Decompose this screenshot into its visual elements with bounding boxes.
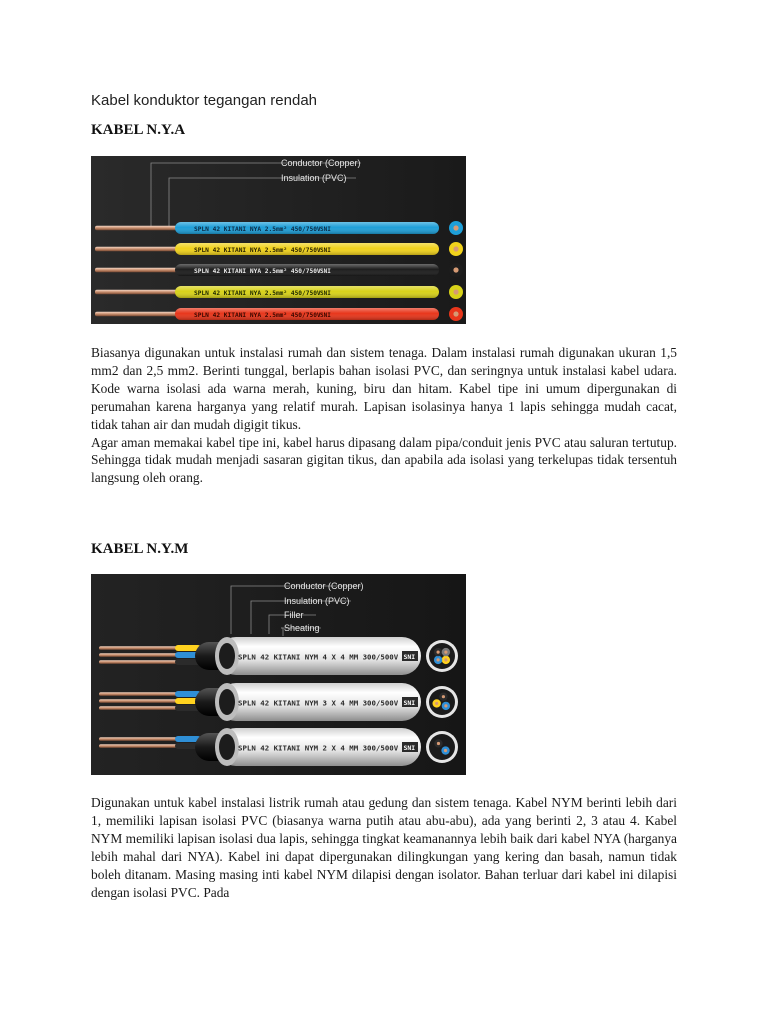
nya-cable-print: SPLN 42 KITANI NYA 2.5mm² 450/750V [194,311,321,319]
nya-cross-section-core [453,246,458,251]
copper-conductor [99,692,177,696]
nym-cross-section-filler [429,643,455,669]
sni-badge: SNI [403,744,416,752]
sni-badge: SNI [403,699,416,707]
sni-badge: SNI [320,267,331,275]
sni-badge: SNI [320,311,331,319]
copper-conductor [99,737,177,741]
nya-paragraph-2: Agar aman memakai kabel tipe ini, kabel harus dipasang dalam pipa/conduit jenis PVC atau saluran tertutup. Sehingga tidak mudah menjadi sasaran gigitan tikus, dan apabila ada isolasi yang terkelupas tidak tersentuh langsung oleh orang. [91,434,677,486]
copper-conductor [95,268,177,272]
nym-sheath-opening [219,734,235,760]
nym-core-copper [444,749,447,752]
nym-core-copper [442,695,445,698]
copper-conductor [95,312,177,316]
nym-core-copper [437,651,440,654]
nya-cross-section-core [453,267,458,272]
sni-badge: SNI [320,289,331,297]
nym-core-copper [444,704,447,707]
section-heading-nya: KABEL N.Y.A [91,122,186,138]
nym-cable-print: SPLN 42 KITANI NYM 2 X 4 MM 300/500V [238,743,399,753]
copper-conductor [95,290,177,294]
nym-cable-print: SPLN 42 KITANI NYM 4 X 4 MM 300/500V [238,652,399,662]
copper-conductor [95,226,177,230]
nym-cross-section-filler [429,734,455,760]
nym-core-copper [435,702,438,705]
nya-description [91,344,677,487]
nya-cable-print: SPLN 42 KITANI NYA 2.5mm² 450/750V [194,225,321,233]
copper-conductor [99,699,177,703]
nya-cable-image [91,156,466,324]
nym-cable-print: SPLN 42 KITANI NYM 3 X 4 MM 300/500V [238,698,399,708]
nya-label-insulation: Insulation (PVC) [281,173,347,183]
copper-conductor [99,660,177,664]
nym-core-copper [444,651,447,654]
nya-cable-print: SPLN 42 KITANI NYA 2.5mm² 450/750V [194,289,321,297]
sni-badge: SNI [403,653,416,661]
nya-cross-section-core [453,225,458,230]
nym-sheath-opening [219,643,235,669]
nym-description [91,794,677,901]
nya-cross-section-core [453,311,458,316]
copper-conductor [99,646,177,650]
nya-cable-print: SPLN 42 KITANI NYA 2.5mm² 450/750V [194,246,321,254]
nym-core-copper [444,658,447,661]
nym-label-filler: Filler [284,610,304,620]
copper-conductor [99,706,177,710]
copper-conductor [95,247,177,251]
nym-core-copper [437,742,440,745]
nym-sheath-opening [219,689,235,715]
nym-cable-image [91,574,466,775]
nym-label-conductor: Conductor (Copper) [284,581,364,591]
nym-paragraph-1: Digunakan untuk kabel instalasi listrik rumah atau gedung dan sistem tenaga. Kabel NYM berinti lebih dari 1, memiliki lapisan isolasi PVC (biasanya warna putih atau abu-abu), ada yang berinti 2, 3 atau 4. Kabel NYM memiliki lapisan isolasi dua lapis, sehingga tingkat keamanannya lebih baik dari kabel NYA (harganya lebih mahal dari NYA). Kabel ini dapat dipergunakan dilingkungan yang kering dan basah, namun tidak boleh ditanam. Masing masing inti kabel NYM dilapisi dengan isolator. Bahan terluar dari kabel ini dilapisi dengan isolasi PVC. Pada [91,795,677,900]
nya-paragraph-1: Biasanya digunakan untuk instalasi rumah dan sistem tenaga. Dalam instalasi rumah digunakan ukuran 1,5 mm2 dan 2,5 mm2. Berinti tunggal, berlapis bahan isolasi PVC, dan seringnya untuk instalasi kabel udara. Kode warna isolasi ada warna merah, kuning, biru dan hitam. Kabel tipe ini umum dipergunakan di perumahan karena harganya yang relatif murah. Lapisan isolasinya hanya 1 lapis sehingga mudah cacat, tidak tahan air dan mudah digigit tikus. [91,345,677,432]
nym-core-copper [437,658,440,661]
section-heading-nym: KABEL N.Y.M [91,541,189,557]
copper-conductor [99,744,177,748]
copper-conductor [99,653,177,657]
nym-label-insulation: Insulation (PVC) [284,596,350,606]
sni-badge: SNI [320,246,331,254]
nya-cable-print: SPLN 42 KITANI NYA 2.5mm² 450/750V [194,267,321,275]
nya-cross-section-core [453,289,458,294]
nym-label-sheathing: Sheating [284,623,320,633]
page-title: Kabel konduktor tegangan rendah [91,92,318,109]
sni-badge: SNI [320,225,331,233]
nya-label-conductor: Conductor (Copper) [281,158,361,168]
